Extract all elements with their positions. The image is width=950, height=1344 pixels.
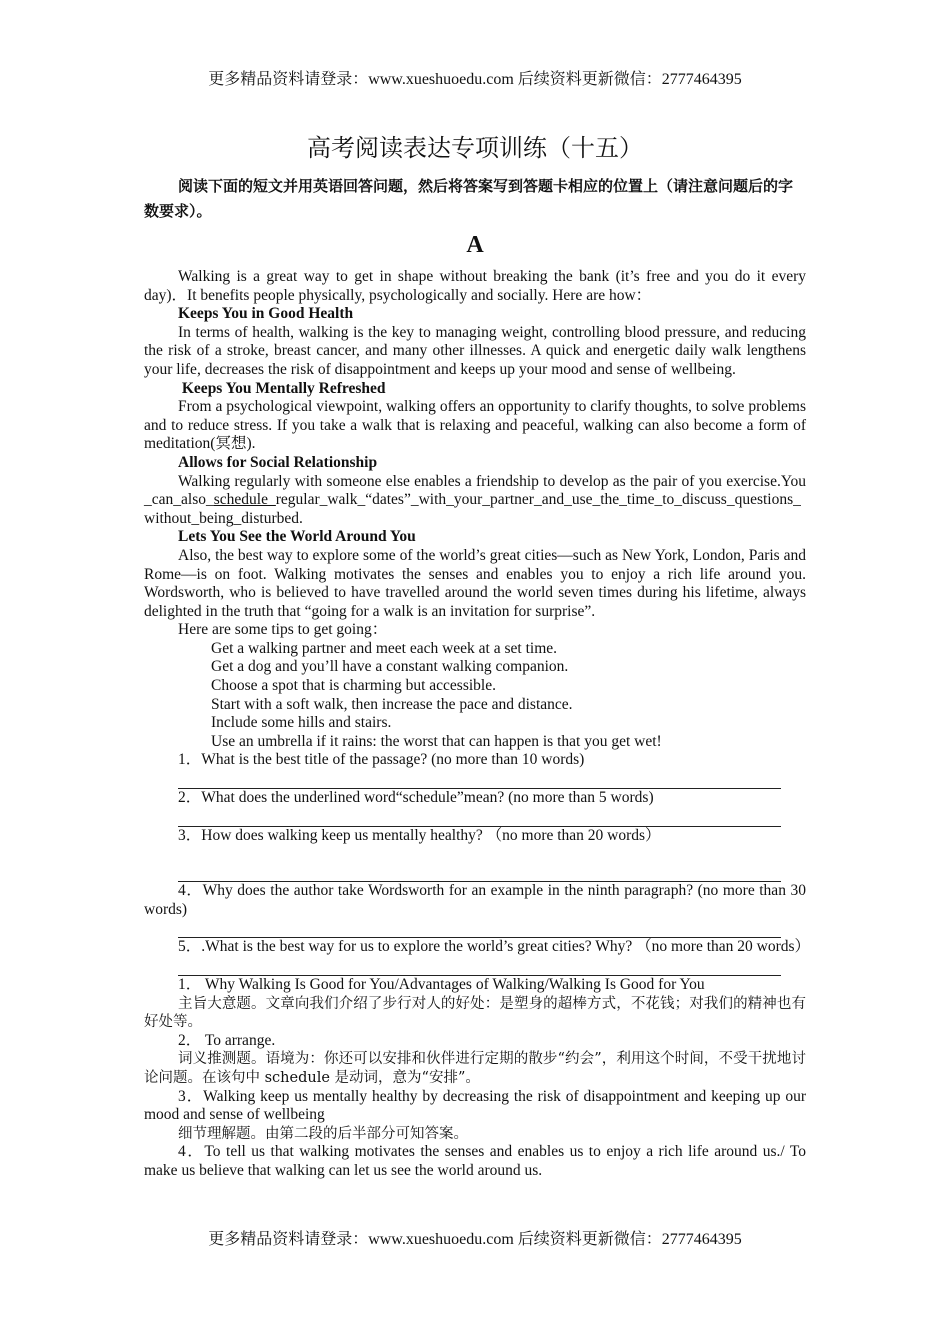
tip-item: Use an umbrella if it rains: the worst that can happen is that you get wet! — [211, 732, 662, 750]
section-body-world: Also, the best way to explore some of the world’s great cities—such as New York, London, Paris and Rome—is on foot. Walking motivates the senses and enables you to enjoy a rich life around you. Wordsworth, who is believed to have travelled around the world seven times during his lifetime, always delighted in the truth that “going for a walk is an invitation for surprise”. — [144, 546, 806, 620]
answer-3: 3．Walking keep us mentally healthy by decreasing the risk of disappointment and keeping up our mood and sense of wellbeing — [144, 1087, 806, 1124]
page-header: 更多精品资料请登录：www.xueshuoedu.com 后续资料更新微信：2777464395 — [208, 71, 742, 88]
section-heading-health: Keeps You in Good Health — [178, 305, 354, 323]
social-text-before: Walking regularly with someone else enables a friendship to develop as the pair of you exercise.You_can_also_ — [144, 472, 806, 509]
section-body-health: In terms of health, walking is the key to managing weight, controlling blood pressure, and reducing the risk of a stroke, breast cancer, and many other illnesses. A quick and energetic daily walk lengthens your life, decreases the risk of disappointment and keeps up your mood and sense of wellbeing. — [144, 323, 806, 378]
social-text-after: regular_walk_“dates”_with_your_partner_and_use_the_time_to_discuss_questions_without_being_disturbed. — [144, 491, 801, 527]
question-5: 5．.What is the best way for us to explore the world’s great cities? Why? （no more than 20 words） — [178, 938, 811, 956]
question-2: 2．What does the underlined word“schedule”mean? (no more than 5 words) — [178, 789, 654, 807]
answer-4: 4．To tell us that walking motivates the senses and enables us to enjoy a rich life around us./ To make us believe that walking can let us see the world around us. — [144, 1143, 806, 1179]
answer-2-explanation: 词义推测题。语境为：你还可以安排和伙伴进行定期的散步“约会”，利用这个时间，不受干扰地讨论问题。在该句中 schedule 是动词，意为“安排”。 — [144, 1051, 806, 1086]
tip-item: Start with a soft walk, then increase the pace and distance. — [211, 695, 573, 713]
answer-line-3[interactable] — [178, 863, 781, 882]
tip-item: Include some hills and stairs. — [211, 714, 392, 732]
answer-line-5[interactable] — [178, 957, 781, 976]
section-heading-world: Lets You See the World Around You — [178, 528, 416, 546]
answer-1-explanation: 主旨大意题。文章向我们介绍了步行对人的好处：是塑身的超棒方式，不花钱；对我们的精神也有好处等。 — [144, 995, 806, 1031]
section-heading-mental: Keeps You Mentally Refreshed — [178, 379, 386, 397]
page-footer: 更多精品资料请登录：www.xueshuoedu.com 后续资料更新微信：2777464395 — [208, 1231, 742, 1248]
page-title: 高考阅读表达专项训练（十五） — [307, 134, 643, 162]
document-content — [144, 132, 811, 1181]
tip-item: Choose a spot that is charming but accessible. — [211, 677, 496, 695]
answer-2: 2． To arrange. — [178, 1031, 276, 1049]
tips-intro: Here are some tips to get going： — [178, 621, 388, 639]
section-letter: A — [466, 232, 484, 258]
section-body-social — [144, 473, 806, 529]
section-heading-social: Allows for Social Relationship — [178, 453, 378, 471]
answer-line-1[interactable] — [178, 770, 781, 789]
tip-item: Get a walking partner and meet each week at a set time. — [211, 639, 558, 657]
answer-3-explanation: 细节理解题。由第二段的后半部分可知答案。 — [178, 1125, 468, 1142]
answer-1: 1． Why Walking Is Good for You/Advantages of Walking/Walking Is Good for You — [178, 976, 705, 993]
question-1: 1．What is the best title of the passage? (no more than 10 words) — [178, 751, 585, 769]
question-4: 4．Why does the author take Wordsworth for an example in the ninth paragraph? (no more than 30 words) — [144, 882, 806, 918]
intro-paragraph: Walking is a great way to get in shape without breaking the bank (it’s free and you do it every day)．It benefits people physically, psychologically and socially. Here are how： — [144, 268, 806, 304]
answer-line-4[interactable] — [178, 919, 781, 938]
answer-line-2[interactable] — [178, 808, 781, 827]
instruction: 阅读下面的短文并用英语回答问题，然后将答案写到答题卡相应的位置上（请注意问题后的字数要求）。 — [144, 177, 794, 220]
tip-item: Get a dog and you’ll have a constant walking companion. — [211, 658, 569, 676]
question-3: 3．How does walking keep us mentally healthy? （no more than 20 words） — [178, 826, 661, 844]
section-body-mental: From a psychological viewpoint, walking offers an opportunity to clarify thoughts, to solve problems and to reduce stress. If you take a walk that is relaxing and peaceful, walking can also become a form of meditation(冥想). — [144, 398, 806, 453]
spacer — [144, 845, 806, 863]
underlined-word-schedule: schedule_ — [213, 491, 276, 509]
